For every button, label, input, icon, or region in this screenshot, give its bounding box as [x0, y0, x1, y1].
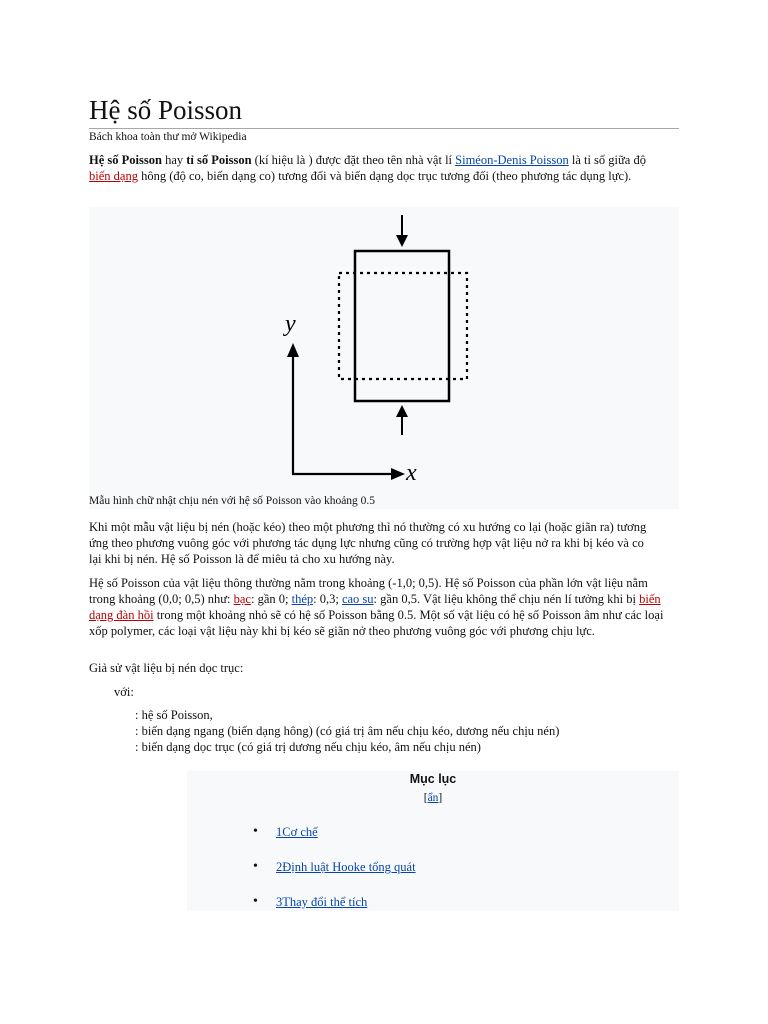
definition-item: : biến dạng dọc trục (có giá trị dương nếu chịu kéo, âm nếu chịu nén): [135, 740, 481, 754]
para-text: trong một khoảng nhỏ sẽ có hệ số Poisson bằng 0.5. Một số vật liệu có hệ số Poisson âm như các loại xốp polymer, các loại vật liệu này khi bị kéo sẽ giãn nở theo phương vuông góc với phương chịu lực.: [89, 608, 664, 638]
toc-hide-link[interactable]: ẩn: [427, 792, 439, 804]
table-of-contents: [187, 771, 679, 911]
para-text: Hệ số Poisson của vật liệu thông thường nằm trong khoảng (-1,0; 0,5). Hệ số Poisson của phần lớn vật liệu nằm trong khoảng (0,0; 0,5) như:: [89, 576, 648, 606]
toc-bracket: [: [423, 792, 428, 804]
paragraph-behavior: Khi một mẫu vật liệu bị nén (hoặc kéo) theo một phương thì nó thường có xu hướng co lại (hoặc giãn ra) tương ứng theo phương vuông góc với phương tác dụng lực nhưng cũng có trường hợp vật liệu nở ra khi bị kéo và co lại khi bị nén. Hệ số Poisson là để miêu tả cho xu hướng này.: [89, 520, 647, 566]
paragraph-assumption: Giả sử vật liệu bị nén dọc trục:: [89, 661, 244, 675]
link-bien-dang-dan-hoi[interactable]: biến dạng đàn hồi: [89, 592, 661, 622]
definition-item: : biến dạng ngang (biến dạng hông) (có giá trị âm nếu chịu kéo, dương nếu chịu nén): [135, 724, 560, 738]
link-bien-dang[interactable]: biến dạng: [89, 169, 138, 183]
with-label: với:: [114, 685, 134, 699]
term-bold: Hệ số Poisson: [89, 153, 162, 167]
x-axis-label: x: [406, 460, 417, 486]
para-text: : gần 0,5. Vật liệu không thể chịu nén lí tưởng khi bị: [373, 592, 640, 606]
toc-bracket: ]: [438, 792, 443, 804]
bullet-icon: •: [253, 894, 258, 909]
term-bold-alt: tỉ số Poisson: [186, 153, 252, 167]
intro-text: hông (độ co, biến dạng co) tương đối và biến dạng dọc trục tương đối (theo phương tác dụng lực).: [137, 169, 632, 183]
intro-text: (kí hiệu là ) được đặt theo tên nhà vật lí: [251, 153, 456, 167]
poisson-diagram: [89, 207, 679, 509]
toc-toggle: [187, 790, 679, 806]
para-text: : gần 0;: [250, 592, 292, 606]
toc-title: Mục lục: [409, 772, 457, 786]
intro-text: hay: [161, 153, 187, 167]
bullet-icon: •: [253, 824, 258, 839]
bullet-icon: •: [253, 859, 258, 874]
link-thep[interactable]: thép: [291, 592, 314, 606]
y-axis-label: y: [285, 311, 296, 337]
definition-list: [135, 707, 559, 755]
arrowhead-down-icon: [396, 235, 408, 247]
paragraph-range: [89, 575, 674, 639]
link-cao-su[interactable]: cao su: [341, 592, 374, 606]
site-subtitle: Bách khoa toàn thư mở Wikipedia: [89, 131, 247, 143]
para-text: : 0,3;: [313, 592, 342, 606]
toc-link-thay-doi-the-tich[interactable]: 3Thay đổi thể tích: [276, 895, 368, 909]
intro-paragraph: [89, 152, 664, 184]
x-axis-arrow-icon: [391, 468, 405, 480]
intro-text: là tỉ số giữa độ: [568, 153, 646, 167]
link-bac[interactable]: bạc: [233, 592, 251, 606]
arrowhead-up-icon: [396, 405, 408, 417]
figure-caption: Mẫu hình chữ nhật chịu nén với hệ số Poisson vào khoảng 0.5: [89, 495, 376, 507]
poisson-figure: [89, 207, 679, 509]
y-axis-arrow-icon: [287, 343, 299, 357]
definition-item: : hệ số Poisson,: [135, 708, 213, 722]
toc-link-dinh-luat-hooke[interactable]: 2Định luật Hooke tổng quát: [276, 860, 416, 874]
link-simeon-denis-poisson[interactable]: Siméon-Denis Poisson: [455, 153, 569, 167]
toc-link-co-che[interactable]: 1Cơ chế: [276, 825, 318, 839]
page-title: Hệ số Poisson: [89, 94, 679, 129]
